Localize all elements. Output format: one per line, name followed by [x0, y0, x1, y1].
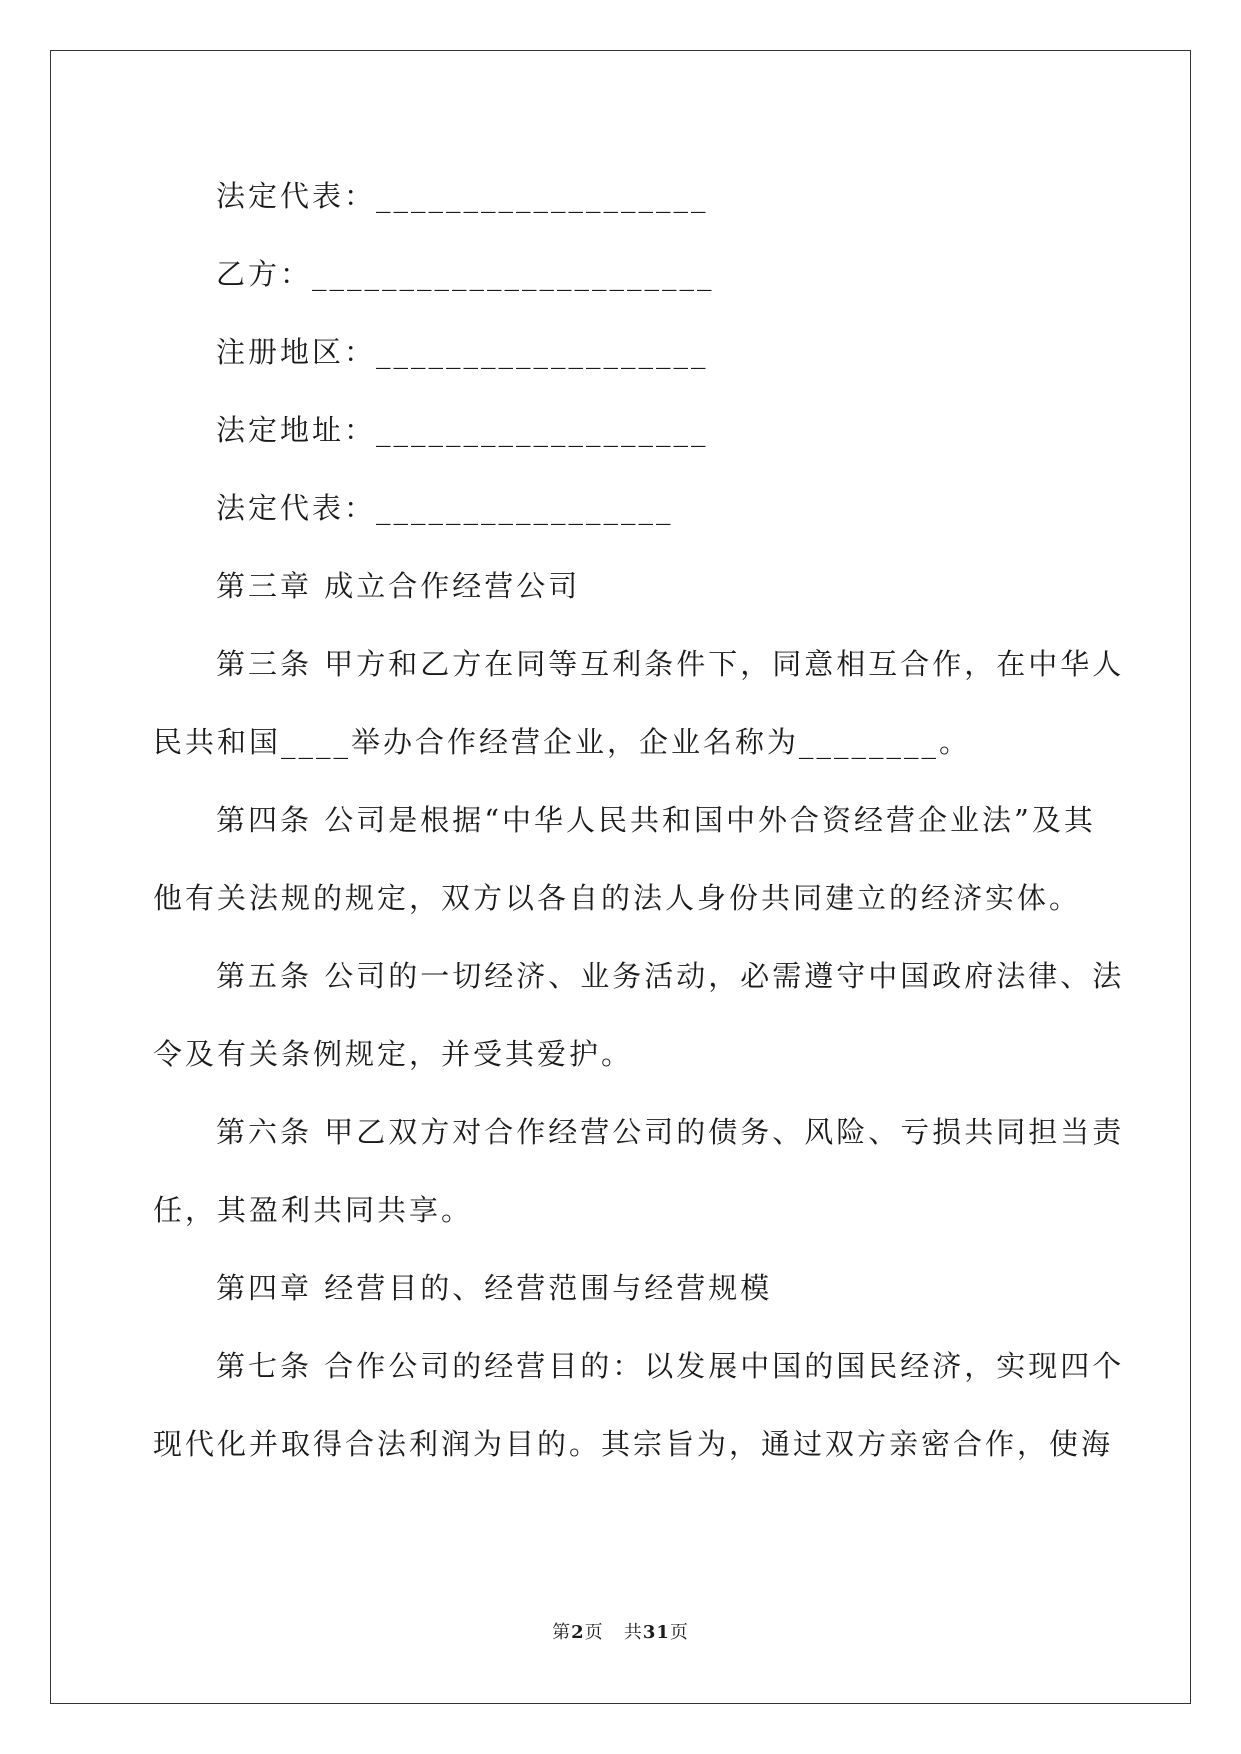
footer-total-prefix: 共: [623, 1622, 643, 1643]
article-6-line-1: 第六条 甲乙双方对合作经营公司的债务、风险、亏损共同担当责: [216, 1115, 1125, 1149]
article-4-line-2: 他有关法规的规定，双方以各自的法人身份共同建立的经济实体。: [153, 881, 1082, 915]
page-footer: [0, 1618, 1241, 1644]
article-7-line-2: 现代化并取得合法利润为目的。其宗旨为，通过双方亲密合作，使海: [153, 1427, 1114, 1461]
article-5-line-1: 第五条 公司的一切经济、业务活动，必需遵守中国政府法律、法: [216, 959, 1125, 993]
article-6-line-2: 任，其盈利共同共享。: [153, 1193, 474, 1227]
article-5-line-2: 令及有关条例规定，并受其爱护。: [153, 1037, 634, 1071]
article-3-line-1: 第三条 甲方和乙方在同等互利条件下，同意相互合作，在中华人: [216, 647, 1125, 681]
footer-prefix: 第: [552, 1622, 572, 1643]
chapter-3-heading: 第三章 成立合作经营公司: [216, 569, 581, 603]
legal-address-line: 法定地址：___________________: [216, 413, 709, 447]
party-b-line: 乙方：_______________________: [216, 257, 715, 291]
article-3-line-2: 民共和国____举办合作经营企业，企业名称为________。: [153, 725, 972, 759]
article-7-line-1: 第七条 合作公司的经营目的：以发展中国的国民经济，实现四个: [216, 1349, 1125, 1383]
footer-total-suffix: 页: [669, 1622, 689, 1643]
registered-region-line: 注册地区：___________________: [216, 335, 709, 369]
footer-total-pages: 31: [642, 1622, 670, 1643]
chapter-4-heading: 第四章 经营目的、经营范围与经营规模: [216, 1271, 773, 1305]
footer-page-suffix: 页: [584, 1622, 604, 1643]
footer-page-number: 2: [571, 1622, 585, 1643]
article-4-line-1: 第四条 公司是根据“中华人民共和国中外合资经营企业法”及其: [216, 803, 1096, 837]
legal-rep-line-1: 法定代表：___________________: [216, 179, 709, 213]
legal-rep-line-2: 法定代表：_________________: [216, 491, 674, 525]
